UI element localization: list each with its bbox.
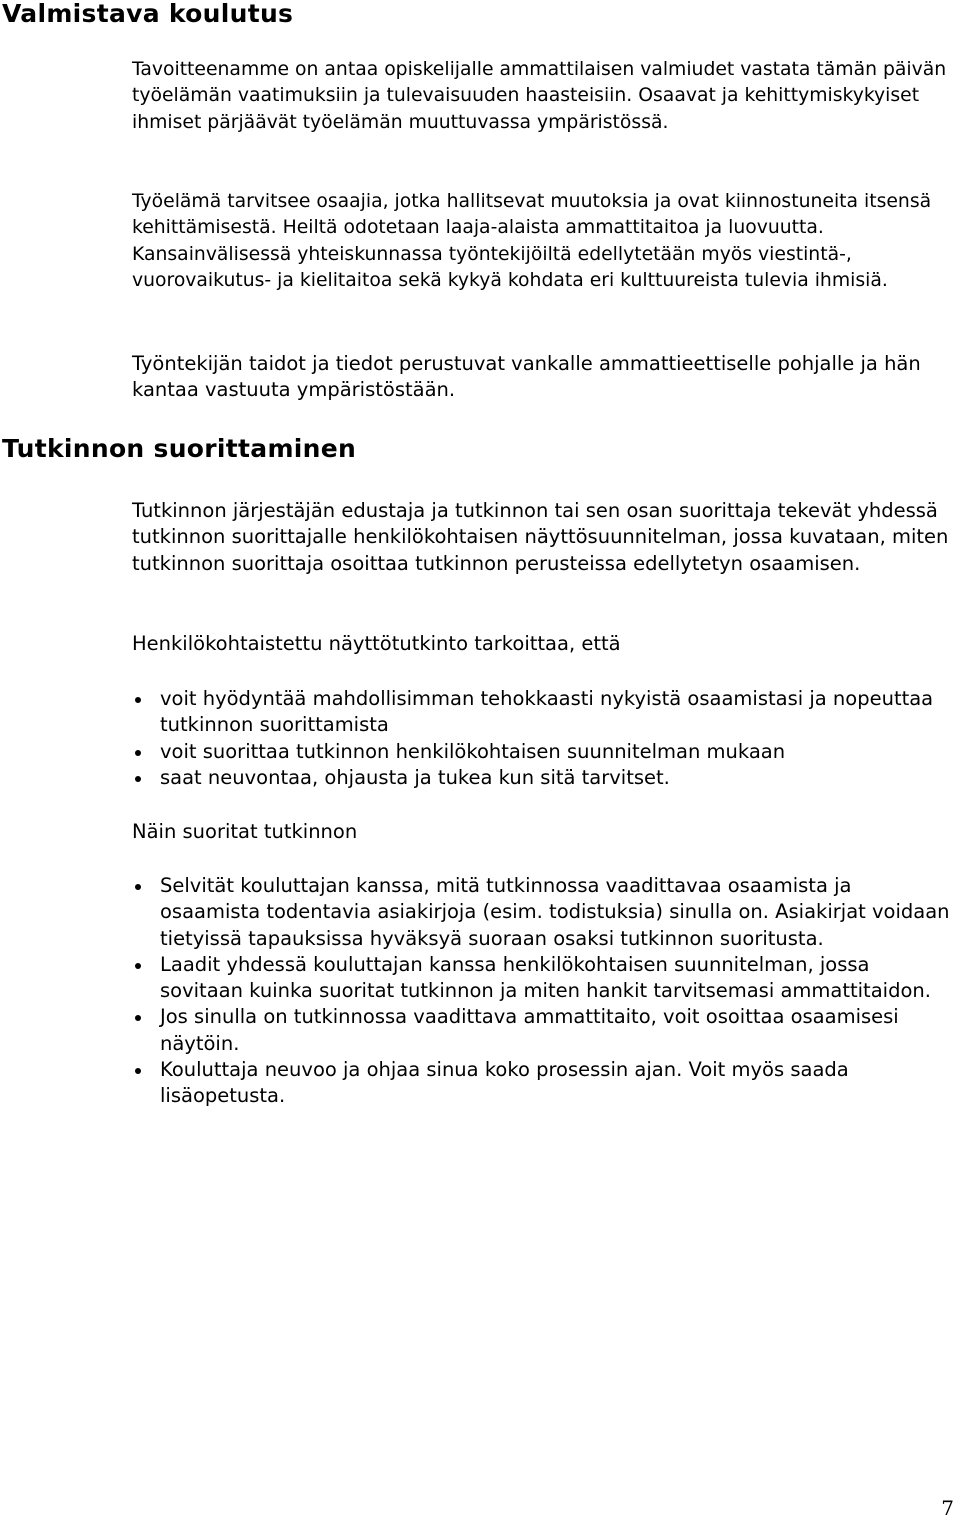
list-item-text: voit hyödyntää mahdollisimman tehokkaasti nykyistä osaamistasi ja nopeuttaa tutkinnon suorittamista	[160, 687, 934, 737]
section1-paragraph-2: Työelämä tarvitsee osaajia, jotka hallitsevat muutoksia ja ovat kiinnostuneita itsensä kehittämisestä. Heiltä odotetaan laaja-alaista ammattitaitoa ja luovuutta. Kansainvälisessä yhteiskunnassa työntekijöiltä edellytetään myös viestintä-, vuorovaikutus- ja kielitaitoa sekä kykyä kohdata eri kulttuureista tulevia ihmisiä.	[132, 191, 932, 291]
section1-paragraph-3: Työntekijän taidot ja tiedot perustuvat vankalle ammattieettiselle pohjalle ja hän kantaa vastuuta ympäristöstään.	[132, 352, 921, 402]
list2-label: Näin suoritat tutkinnon	[132, 820, 358, 843]
bullet-dot-icon	[135, 1015, 141, 1021]
section-heading-valmistava-koulutus: Valmistava koulutus	[2, 0, 294, 28]
section2-intro-paragraph: Tutkinnon järjestäjän edustaja ja tutkinnon tai sen osan suorittaja tekevät yhdessä tutkinnon suorittajalle henkilökohtaisen näyttösuunnitelman, jossa kuvataan, miten tutkinnon suorittaja osoittaa tutkinnon perusteissa edellytetyn osaamisen.	[132, 499, 949, 575]
bullet-dot-icon	[135, 697, 141, 703]
list-item-text: Selvität kouluttajan kanssa, mitä tutkinnossa vaadittavaa osaamista ja osaamista todentavia asiakirjoja (esim. todistuksia) sinulla on. Asiakirjat voidaan tietyissä tapauksissa hyväksyä suoraan osaksi tutkinnon suoritusta.	[160, 874, 950, 950]
list-item	[132, 1004, 957, 1057]
section2-intro-block	[132, 498, 957, 577]
page-number: 7	[941, 1496, 954, 1520]
section1-paragraph-2-block	[132, 189, 957, 294]
list-item-text: voit suorittaa tutkinnon henkilökohtaisen suunnitelman mukaan	[160, 739, 786, 763]
section-heading-tutkinnon-suorittaminen: Tutkinnon suorittaminen	[2, 434, 357, 463]
bullet-dot-icon	[135, 776, 141, 782]
list-item	[132, 739, 957, 765]
bullet-list-2	[132, 873, 957, 1110]
list-item-text: saat neuvontaa, ohjausta ja tukea kun sitä tarvitset.	[160, 765, 670, 789]
bullet-dot-icon	[135, 884, 141, 890]
list2-label-block	[132, 819, 957, 845]
section1-paragraph-1: Tavoitteenamme on antaa opiskelijalle ammattilaisen valmiudet vastata tämän päivän työelämän vaatimuksiin ja tulevaisuuden haasteisiin. Osaavat ja kehittymiskykyiset ihmiset pärjäävät työelämän muuttuvassa ympäristössä.	[132, 59, 947, 133]
bullet-list-1	[132, 686, 957, 791]
list-item-text: Laadit yhdessä kouluttajan kanssa henkilökohtaisen suunnitelman, jossa sovitaan kuinka suoritat tutkinnon ja miten hankit tarvitsemasi ammattitaidon.	[160, 952, 931, 1003]
list-item-text: Jos sinulla on tutkinnossa vaadittava ammattitaito, voit osoittaa osaamisesi näytöin.	[160, 1005, 899, 1055]
list-item	[132, 952, 957, 1005]
section1-paragraph-3-block	[132, 351, 957, 404]
list-item	[132, 1057, 957, 1110]
list-item	[132, 686, 957, 739]
list1-label-block	[132, 631, 957, 657]
list1-label: Henkilökohtaistettu näyttötutkinto tarkoittaa, että	[132, 632, 621, 655]
list-item-text: Kouluttaja neuvoo ja ohjaa sinua koko prosessin ajan. Voit myös saada lisäopetusta.	[160, 1058, 849, 1108]
list-item	[132, 765, 957, 791]
bullet-dot-icon	[135, 963, 141, 969]
bullet-dot-icon	[135, 1068, 141, 1074]
section1-paragraph-1-block	[132, 57, 957, 136]
bullet-dot-icon	[135, 750, 141, 756]
list-item	[132, 873, 957, 952]
